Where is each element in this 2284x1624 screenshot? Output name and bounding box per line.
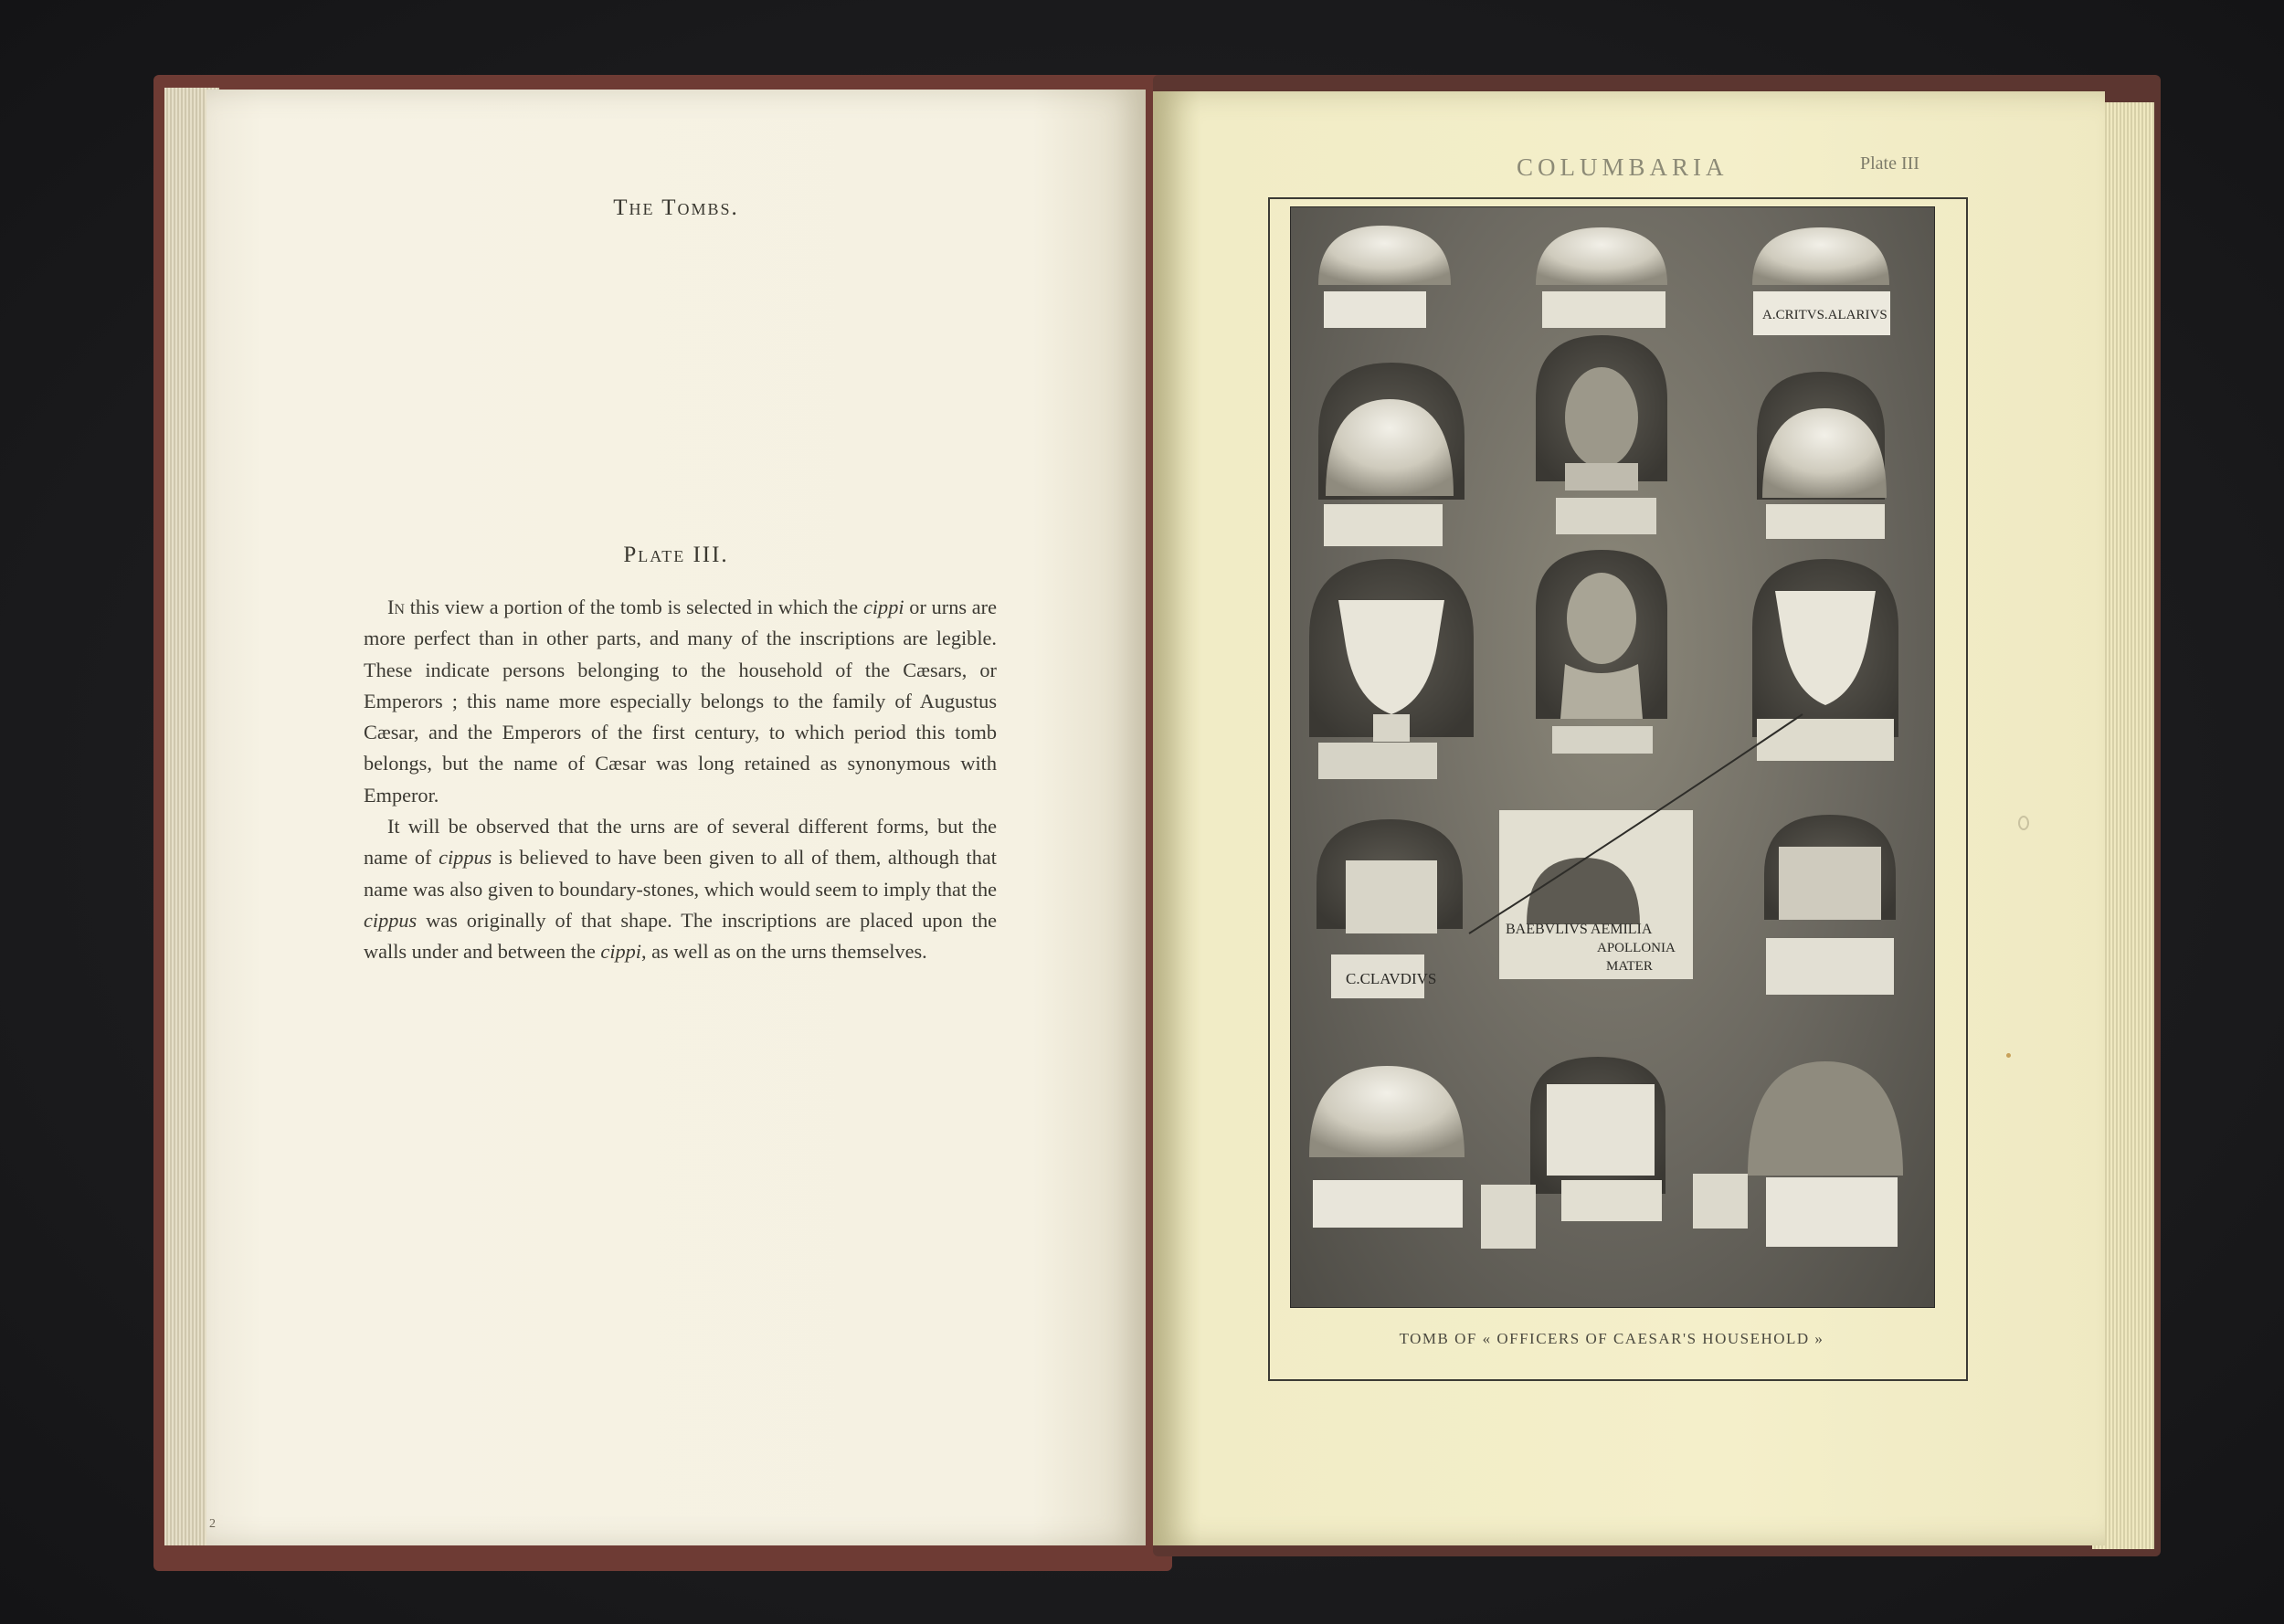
bust-head-lower (1567, 573, 1636, 664)
text-segment: was originally of that shape. The inscriptions are placed upon the walls under and between the (364, 908, 997, 964)
tablet-row2-left (1324, 504, 1443, 546)
inscription-central-line3: MATER (1606, 959, 1653, 974)
body-paragraph (364, 592, 997, 811)
niche-top-center (1536, 227, 1667, 285)
inscription-central-line1: BAEBVLIVS AEMILIA (1506, 922, 1653, 937)
tablet-row3-left (1318, 743, 1437, 779)
italic-term: cippi (600, 940, 642, 964)
text-segment: is believed to have been given to all of them, although that name was also given to boundary-stones, which would seem to imply that the (364, 846, 997, 901)
page-number: 2 (209, 1517, 216, 1531)
italic-term: cippi (862, 596, 904, 618)
tablet-top-center (1542, 291, 1665, 328)
body-text (364, 592, 997, 968)
italic-term: cippus (439, 846, 492, 870)
text-segment: It will be observed that the urns are of several different forms, but the name of (364, 815, 997, 870)
tablet-row2-center (1556, 498, 1656, 534)
niche-bottom-right (1748, 1061, 1903, 1176)
plate-label: Plate III (1860, 153, 1919, 174)
plate-caption: TOMB OF « OFFICERS OF CAESAR'S HOUSEHOLD » (1399, 1330, 1824, 1347)
tablet-row3-right (1757, 719, 1894, 761)
text-segment: , as well as on the urns themselves. (641, 940, 927, 964)
lead-word: In (387, 596, 405, 618)
niche-bottom-left (1309, 1066, 1465, 1157)
tablet-bottom-center (1547, 1084, 1655, 1176)
running-head: The Tombs. (613, 195, 739, 220)
niche-top-right (1752, 227, 1889, 285)
tablet-bottom-right (1766, 1177, 1898, 1247)
text-segment: this view a portion of the tomb is selected in which the (404, 596, 863, 618)
body-paragraph (364, 811, 997, 967)
chest-urn-left (1346, 860, 1437, 933)
bust-head-upper (1565, 367, 1638, 468)
plate-photograph (1290, 206, 1935, 1308)
text-segment: or urns are more perfect than in other parts, and many of the inscriptions are legible. These indicate persons belonging to the household of the Cæsars, or Emperors ; this name more especially belongs to the family of Augustus Cæsar, and the Emperors of the first century, to which period this tomb belongs, but the name of Cæsar was long retained as synonymous with Emperor. (364, 596, 997, 807)
tablet-row2-right (1766, 504, 1885, 539)
tablet-row4-right (1766, 938, 1894, 995)
inscription-top-right: A.CRITVS.ALARIVS (1762, 308, 1887, 322)
inscription-central-line2: APOLLONIA (1597, 941, 1676, 955)
italic-term: cippus (364, 908, 418, 932)
niche-top-left (1318, 226, 1451, 285)
paper-blemish (2018, 816, 2029, 830)
tablet-top-left (1324, 291, 1426, 328)
tablet-bottom-left (1313, 1180, 1463, 1228)
plate-header: COLUMBARIA (1517, 153, 1729, 181)
paper-foxing (2006, 1053, 2011, 1058)
inscription-left-tablet: C.CLAVDIVS (1346, 970, 1437, 987)
plate-title: Plate III. (623, 543, 729, 567)
columbarium-wall-image (1291, 207, 1934, 1307)
chest-urn-right (1779, 847, 1881, 920)
